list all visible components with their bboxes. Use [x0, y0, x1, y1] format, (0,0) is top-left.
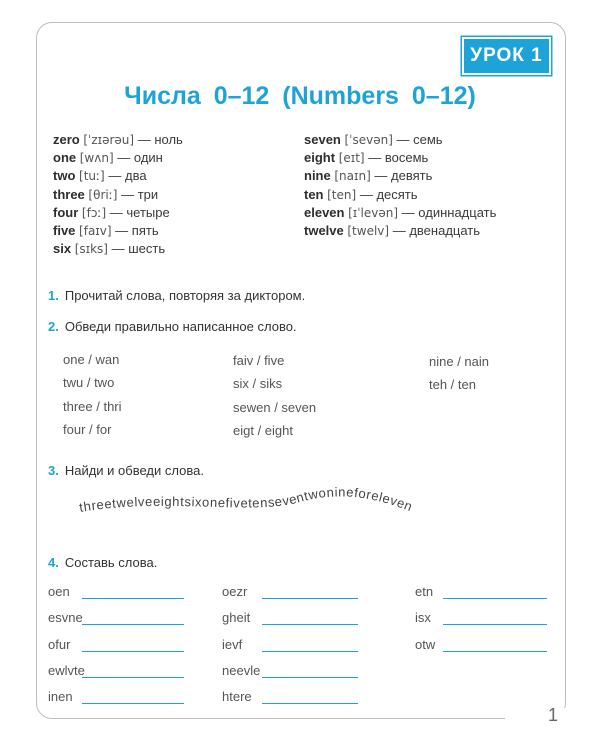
task2-column-1 — [63, 348, 122, 441]
vocab-row — [53, 204, 183, 222]
vocab-word: nine — [304, 168, 331, 184]
scrambled-word: inen — [48, 689, 73, 705]
task-1 — [48, 288, 305, 303]
scrambled-word: etn — [415, 584, 434, 599]
vocab-row — [53, 222, 183, 240]
vocab-translation: два — [124, 168, 147, 184]
vocab-translation: три — [137, 186, 159, 202]
vocab-dash: — — [108, 168, 122, 184]
task2-column-2 — [233, 349, 316, 442]
vocab-translation: один — [133, 150, 163, 166]
vocab-row — [53, 240, 183, 258]
vocab-row — [53, 131, 183, 149]
vocab-dash: — — [111, 241, 125, 257]
vocab-list-right — [304, 131, 496, 240]
word-pair[interactable]: six / siks — [233, 376, 283, 392]
vocab-row — [304, 131, 496, 149]
word-pair[interactable]: nine / nain — [429, 354, 489, 369]
vocab-word: eleven — [304, 204, 345, 220]
vocab-word: eight — [304, 150, 336, 166]
vocab-row — [304, 167, 496, 185]
scrambled-word: ewlvte — [48, 662, 85, 678]
vocab-dash: — — [117, 150, 131, 166]
vocab-word: five — [53, 223, 76, 239]
scrambled-word: oezr — [222, 584, 248, 599]
vocab-dash: — — [401, 204, 415, 220]
page-number: 1 — [548, 705, 559, 725]
vocab-transcription: [ɪˈlevən] — [348, 205, 399, 220]
vocab-transcription: [twelv] — [347, 224, 390, 239]
page-title: Числа 0–12 (Numbers 0–12) — [124, 82, 476, 110]
vocab-word: ten — [304, 186, 324, 202]
task2-column-3 — [429, 350, 489, 397]
vocab-dash: — — [392, 223, 406, 239]
vocab-translation: шесть — [128, 241, 166, 257]
vocab-row — [304, 204, 496, 222]
task-number: 3. — [48, 463, 59, 478]
word-pair[interactable]: eigt / eight — [233, 422, 293, 438]
vocab-dash: — — [359, 186, 373, 202]
word-pair[interactable]: three / thri — [63, 398, 122, 414]
vocab-transcription: [wʌn] — [79, 151, 114, 166]
lesson-badge: УРОК 1 — [462, 37, 551, 75]
vocab-transcription: [sɪks] — [74, 242, 108, 257]
vocab-row — [53, 167, 183, 185]
word-pair[interactable]: teh / ten — [429, 377, 476, 393]
vocab-row — [304, 186, 496, 204]
vocab-dash: — — [137, 132, 151, 147]
vocab-list-left — [53, 131, 183, 258]
vocab-translation: десять — [376, 186, 418, 202]
vocab-translation: семь — [413, 132, 443, 147]
task-3 — [48, 463, 204, 478]
vocab-transcription: [faɪv] — [79, 224, 112, 239]
vocab-row — [304, 222, 496, 240]
scrambled-word: htere — [222, 689, 252, 705]
vocab-transcription: [tuː] — [79, 169, 105, 184]
vocab-word: zero — [53, 132, 80, 147]
vocab-word: two — [53, 168, 76, 184]
word-pair[interactable]: four / for — [63, 421, 112, 437]
scrambled-word: otw — [415, 636, 436, 652]
scrambled-word: esvne — [48, 610, 83, 626]
task-text: Составь слова. — [64, 555, 158, 570]
task-4 — [48, 555, 157, 570]
vocab-dash: — — [121, 186, 135, 202]
vocab-translation: четыре — [126, 204, 170, 220]
task-text: Прочитай слова, повторяя за диктором. — [64, 288, 306, 303]
vocab-translation: одиннадцать — [418, 204, 497, 220]
vocab-word: six — [53, 241, 72, 257]
vocab-translation: девять — [391, 168, 433, 184]
vocab-word: three — [53, 186, 85, 202]
task-number: 4. — [48, 555, 59, 570]
vocab-transcription: [eɪt] — [338, 151, 365, 166]
scrambled-word: ievf — [222, 636, 243, 652]
scrambled-word: isx — [415, 610, 431, 626]
scrambled-word: gheit — [222, 610, 251, 626]
scrambled-word: neevle — [222, 662, 261, 678]
vocab-word: one — [53, 150, 77, 166]
task-number: 2. — [48, 319, 59, 334]
vocab-transcription: [fɔː] — [81, 205, 107, 220]
vocab-transcription: [ˈsevən] — [344, 133, 393, 147]
vocab-translation: пять — [131, 223, 159, 239]
vocab-dash: — — [115, 223, 129, 239]
scrambled-word: oen — [48, 584, 70, 599]
vocab-word: seven — [304, 132, 341, 147]
vocab-row — [53, 186, 183, 204]
word-pair[interactable]: sewen / seven — [233, 399, 317, 415]
vocab-word: twelve — [304, 223, 344, 239]
vocab-word: four — [53, 204, 79, 220]
task-2 — [48, 319, 297, 334]
word-snake-text[interactable]: threetwelveeightsixonefivetenseventwonineforeleven — [78, 484, 415, 515]
vocab-transcription: [θriː] — [88, 187, 118, 202]
scrambled-word: ofur — [48, 636, 71, 652]
task-text: Обведи правильно написанное слово. — [64, 319, 297, 334]
word-pair[interactable]: faiv / five — [233, 353, 285, 368]
vocab-transcription: [ten] — [327, 187, 357, 202]
vocab-translation: двенадцать — [409, 223, 481, 239]
vocab-dash: — — [374, 168, 388, 184]
vocab-translation: восемь — [384, 150, 429, 166]
vocab-transcription: [ˈzɪərəu] — [83, 133, 135, 147]
vocab-row — [53, 149, 183, 167]
task-text: Найди и обведи слова. — [64, 463, 204, 478]
vocab-row — [304, 149, 496, 167]
vocab-transcription: [naɪn] — [334, 169, 371, 184]
word-pair[interactable]: one / wan — [63, 352, 120, 367]
vocab-dash: — — [109, 204, 123, 220]
vocab-dash: — — [396, 132, 410, 147]
task-number: 1. — [48, 288, 59, 303]
vocab-translation: ноль — [154, 132, 183, 147]
word-pair[interactable]: twu / two — [63, 375, 115, 391]
vocab-dash: — — [368, 150, 382, 166]
